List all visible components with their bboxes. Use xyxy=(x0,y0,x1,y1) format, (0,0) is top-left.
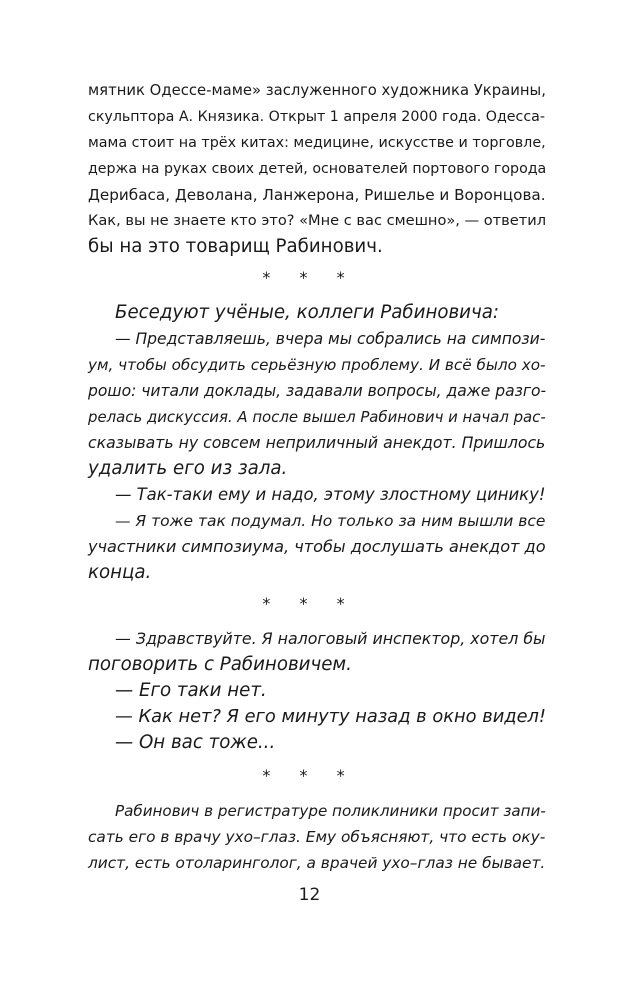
text-line: конца. xyxy=(88,562,152,583)
text-line: — Как нет? Я его минуту назад в окно видел! xyxy=(115,706,547,727)
text-line: мятник Одессе-маме» заслуженного художника Украины, xyxy=(88,82,546,99)
text-line: держа на руках своих детей, основателей портового города xyxy=(88,161,547,177)
page-body xyxy=(88,78,548,260)
text-line: — Я тоже так подумал. Но только за ним вышли все xyxy=(115,512,546,530)
text-line: ум, чтобы обсудить серьёзную проблему. И всё было хо- xyxy=(88,356,546,374)
text-line: — Здравствуйте. Я налоговый инспектор, хотел бы xyxy=(115,629,546,648)
page-number: 12 xyxy=(298,885,321,905)
section-separator: * * * xyxy=(262,268,357,287)
text-line: скульптора А. Князика. Открыт 1 апреля 2000 года. Одесса- xyxy=(88,109,546,125)
text-line: — Его таки нет. xyxy=(115,680,267,701)
text-line: Беседуют учёные, коллеги Рабиновича: xyxy=(115,302,500,323)
text-line: лист, есть отоларинголог, а врачей ухо–глаз не бывает. xyxy=(88,854,546,872)
text-line: бы на это товарищ Рабинович. xyxy=(88,236,383,257)
text-line: релась дискуссия. А после вышел Рабинович и начал рас- xyxy=(88,408,546,426)
text-line: участники симпозиума, чтобы дослушать анекдот до xyxy=(88,537,546,556)
joke-ear-eye-doctor xyxy=(88,798,548,876)
text-line: Рабинович в регистратуре поликлиники просит запи- xyxy=(115,802,546,820)
text-line: Как, вы не знаете кто это? «Мне с вас смешно», — ответил xyxy=(88,212,547,229)
text-line: сать его в врачу ухо–глаз. Ему объясняют, что есть оку- xyxy=(88,828,546,846)
paragraph-odessa-mama xyxy=(88,78,548,260)
joke-symposium xyxy=(88,300,548,586)
text-line: Дерибаса, Деволана, Ланжерона, Ришелье и Воронцова. xyxy=(88,186,546,204)
text-line: мама стоит на трёх китах: медицине, искусстве и торговле, xyxy=(88,135,546,151)
section-separator: * * * xyxy=(262,766,357,785)
text-line: удалить его из зала. xyxy=(88,458,288,479)
text-line: — Представляешь, вчера мы собрались на симпози- xyxy=(115,330,546,348)
joke-tax-inspector xyxy=(88,626,548,756)
section-separator: * * * xyxy=(262,594,357,613)
text-line: рошо: читали доклады, задавали вопросы, даже разго- xyxy=(88,382,547,400)
text-line: — Он вас тоже... xyxy=(115,732,276,753)
text-line: — Так-таки ему и надо, этому злостному цинику! xyxy=(115,485,546,504)
text-line: поговорить с Рабиновичем. xyxy=(88,654,352,675)
text-line: сказывать ну совсем неприличный анекдот. Пришлось xyxy=(88,433,546,452)
